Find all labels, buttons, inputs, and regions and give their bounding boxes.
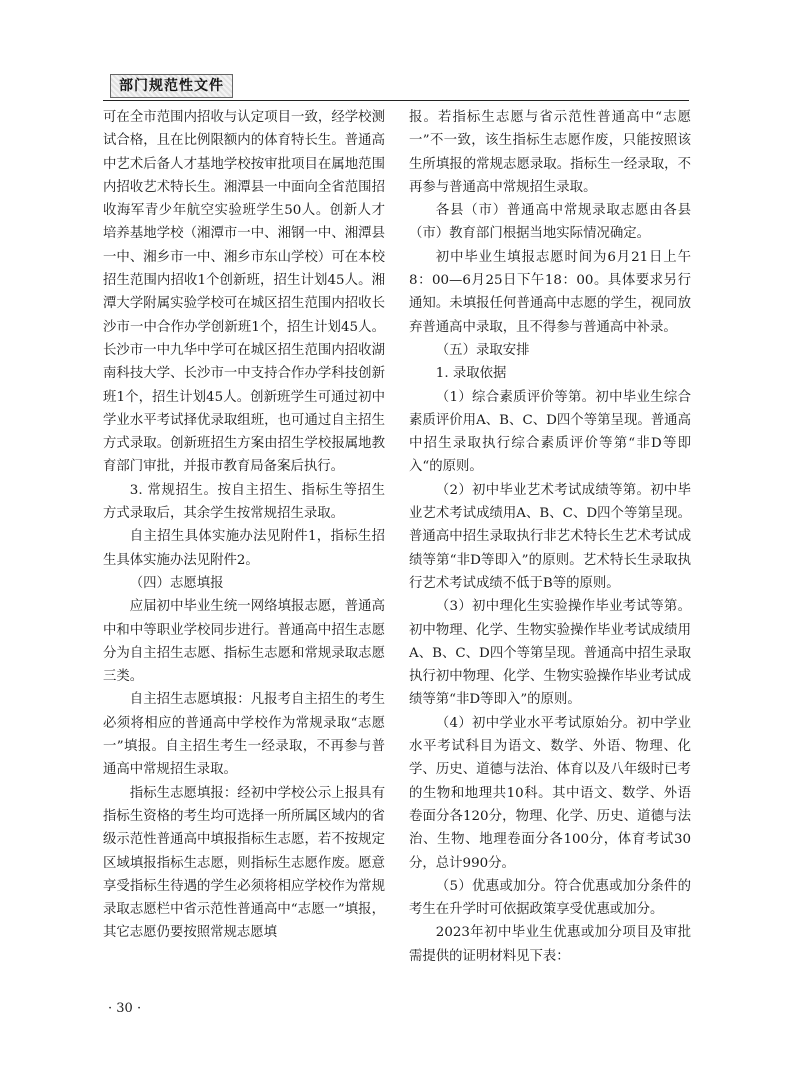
paragraph: （3）初中理化生实验操作毕业考试等第。初中物理、化学、生物实验操作毕业考试成绩用A、B、C、D四个等第呈现。普通高中招生录取执行初中物理、化学、生物实验操作毕业考试成绩等第“非D等即入”的原则。 bbox=[409, 599, 691, 708]
paragraph: 初中毕业生填报志愿时间为6月21日上午8：00—6月25日下午18：00。具体要求另行通知。未填报任何普通高中志愿的学生，视同放弃普通高中录取，且不得参与普通高中补录。 bbox=[409, 249, 691, 335]
paragraph: （1）综合素质评价等第。初中毕业生综合素质评价用A、B、C、D四个等第呈现。普通高中招生录取执行综合素质评价等第“非D等即入“的原则。 bbox=[409, 389, 691, 475]
paragraph: 自主招生具体实施办法见附件1，指标生招生具体实施办法见附件2。 bbox=[103, 529, 385, 568]
paragraph: 应届初中毕业生统一网络填报志愿，普通高中和中等职业学校同步进行。普通高中招生志愿分为自主招生志愿、指标生志愿和常规录取志愿三类。 bbox=[103, 599, 385, 685]
paragraph: （2）初中毕业艺术考试成绩等第。初中毕业艺术考试成绩用A、B、C、D四个等第呈现。普通高中招生录取执行非艺术特长生艺术考试成绩等第“非D等即入”的原则。艺术特长生录取执行艺术考试成绩不低于B等的原则。 bbox=[409, 482, 691, 591]
paragraph: 各县（市）普通高中常规录取志愿由各县（市）教育部门根据当地实际情况确定。 bbox=[409, 203, 691, 242]
paragraph: （5）优惠或加分。符合优惠或加分条件的考生在升学时可依据政策享受优惠或加分。 bbox=[409, 878, 691, 918]
subsection-heading: （四）志愿填报 bbox=[129, 575, 224, 591]
page-number: · 30 · bbox=[108, 1001, 142, 1016]
left-column bbox=[103, 106, 385, 945]
header-divider bbox=[103, 100, 689, 101]
paragraph: 3. 常规招生。按自主招生、指标生等招生方式录取后，其余学生按常规招生录取。 bbox=[103, 482, 385, 522]
paragraph: 2023年初中毕业生优惠或加分项目及审批需提供的证明材料见下表： bbox=[409, 925, 691, 964]
subsection-heading: （五）录取安排 bbox=[435, 342, 530, 358]
paragraph: 可在全市范围内招收与认定项目一致，经学校测试合格，且在比例限额内的体育特长生。普通高中艺术后备人才基地学校按审批项目在属地范围内招收艺术特长生。湘潭县一中面向全省范围招收海军青少年航空实验班学生50人。创新人才培养基地学校（湘潭市一中、湘钢一中、湘潭县一中、湘乡市一中、湘乡市东山学校）可在本校招生范围内招收1个创新班，招生计划45人。湘潭大学附属实验学校可在城区招生范围内招收长沙市一中合作办学创新班1个，招生计划45人。长沙市一中九华中学可在城区招生范围内招收湖南科技大学、长沙市一中支持合作办学科技创新班1个，招生计划45人。创新班学生可通过初中学业水平考试择优录取组班，也可通过自主招生方式录取。创新班招生方案由招生学校报属地教育部门审批，并报市教育局备案后执行。 bbox=[103, 110, 385, 475]
paragraph: 报。若指标生志愿与省示范性普通高中“志愿一”不一致，该生指标生志愿作废，只能按照该生所填报的常规志愿录取。指标生一经录取，不再参与普通高中常规招生录取。 bbox=[409, 110, 691, 195]
paragraph: 指标生志愿填报：经初中学校公示上报具有指标生资格的考生均可选择一所所属区域内的省级示范性普通高中填报指标生志愿，若不按规定区域填报指标生志愿，则指标生志愿作废。愿意享受指标生待遇的学生必须将相应学校作为常规录取志愿栏中省示范性普通高中“志愿一”填报，其它志愿仍要按照常规志愿填 bbox=[103, 785, 385, 941]
paragraph: （4）初中学业水平考试原始分。初中学业水平考试科目为语文、数学、外语、物理、化学、历史、道德与法治、体育以及八年级时已考的生物和地理共10科。其中语文、数学、外语卷面分各120分，物理、化学、历史、道德与法治、生物、地理卷面分各100分，体育考试30分，总计990分。 bbox=[409, 715, 691, 871]
section-title: 部门规范性文件 bbox=[110, 74, 233, 98]
right-column bbox=[409, 106, 691, 968]
subsection-heading: 1. 录取依据 bbox=[435, 366, 507, 382]
paragraph: 自主招生志愿填报：凡报考自主招生的考生必须将相应的普通高中学校作为常规录取“志愿一”填报。自主招生考生一经录取，不再参与普通高中常规招生录取。 bbox=[103, 692, 385, 778]
